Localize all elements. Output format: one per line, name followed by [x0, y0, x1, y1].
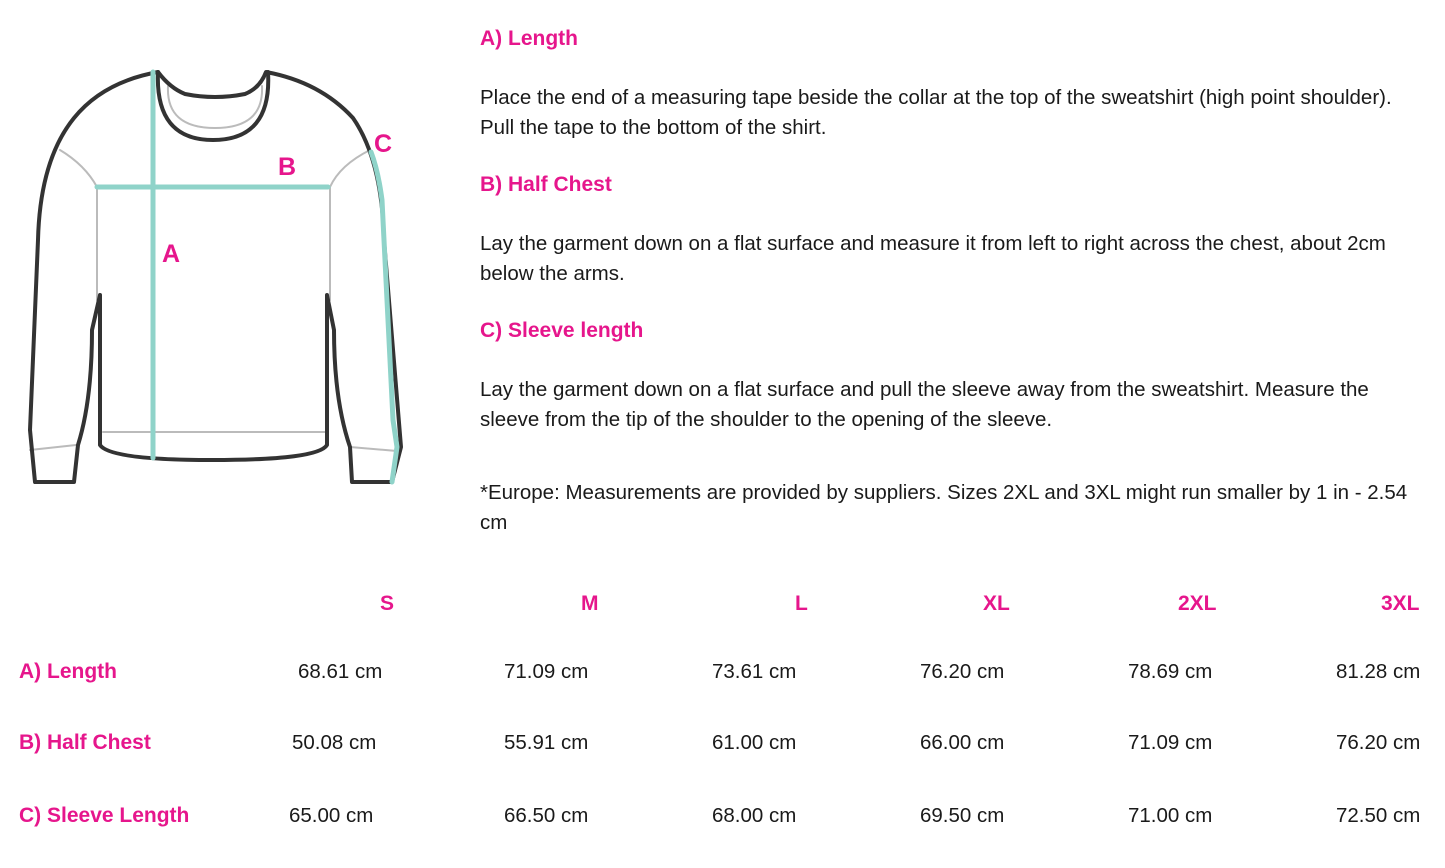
table-cell: 55.91 cm — [504, 731, 589, 754]
table-cell: 76.20 cm — [1336, 731, 1421, 754]
europe-note: *Europe: Measurements are provided by suppliers. Sizes 2XL and 3XL might run smaller by 1 in - 2.54 cm — [480, 481, 1408, 534]
row-label-half-chest: B) Half Chest — [19, 731, 151, 754]
table-cell: 50.08 cm — [292, 731, 377, 754]
table-cell: 66.00 cm — [920, 731, 1005, 754]
right-cuff-line — [350, 447, 397, 451]
table-cell: 81.28 cm — [1336, 660, 1421, 683]
size-header-m: M — [581, 592, 599, 615]
table-cell: 65.00 cm — [289, 804, 374, 827]
half-chest-title: B) Half Chest — [480, 173, 612, 196]
size-header-2xl: 2XL — [1178, 592, 1217, 615]
table-cell: 71.09 cm — [504, 660, 589, 683]
sleeve-text: Lay the garment down on a flat surface and pull the sleeve away from the sweatshirt. Measure the sleeve from the tip of the shoulder to the opening of the sleeve. — [480, 378, 1369, 431]
length-text: Place the end of a measuring tape beside the collar at the top of the sweatshirt (high point shoulder). Pull the tape to the bottom of the shirt. — [480, 86, 1392, 139]
table-cell: 66.50 cm — [504, 804, 589, 827]
sweatshirt-outline — [30, 72, 401, 482]
label-a: A — [162, 240, 181, 268]
instructions — [480, 25, 1430, 463]
size-header-3xl: 3XL — [1381, 592, 1420, 615]
length-section — [480, 25, 1430, 143]
right-armhole-line — [330, 150, 370, 300]
left-armhole-line — [60, 150, 97, 300]
table-cell: 78.69 cm — [1128, 660, 1213, 683]
table-cell: 69.50 cm — [920, 804, 1005, 827]
length-title: A) Length — [480, 27, 578, 50]
label-c: C — [374, 130, 393, 158]
table-cell: 73.61 cm — [712, 660, 797, 683]
collar-outline — [158, 72, 268, 140]
sleeve-title: C) Sleeve length — [480, 319, 644, 342]
size-header-xl: XL — [983, 592, 1010, 615]
table-cell: 71.09 cm — [1128, 731, 1213, 754]
measure-line-c — [371, 152, 397, 482]
left-cuff-line — [30, 445, 76, 450]
size-header-l: L — [795, 592, 808, 615]
table-cell: 71.00 cm — [1128, 804, 1213, 827]
table-cell: 68.00 cm — [712, 804, 797, 827]
row-label-length: A) Length — [19, 660, 117, 683]
sweatshirt-diagram — [20, 60, 440, 500]
half-chest-section — [480, 171, 1430, 289]
size-header-s: S — [380, 592, 395, 615]
sleeve-section — [480, 317, 1430, 435]
table-cell: 68.61 cm — [298, 660, 383, 683]
half-chest-text: Lay the garment down on a flat surface and measure it from left to right across the chest, about 2cm below the arms. — [480, 232, 1386, 285]
table-cell: 61.00 cm — [712, 731, 797, 754]
row-label-sleeve-length: C) Sleeve Length — [19, 804, 190, 827]
table-cell: 72.50 cm — [1336, 804, 1421, 827]
label-b: B — [278, 153, 297, 181]
table-cell: 76.20 cm — [920, 660, 1005, 683]
